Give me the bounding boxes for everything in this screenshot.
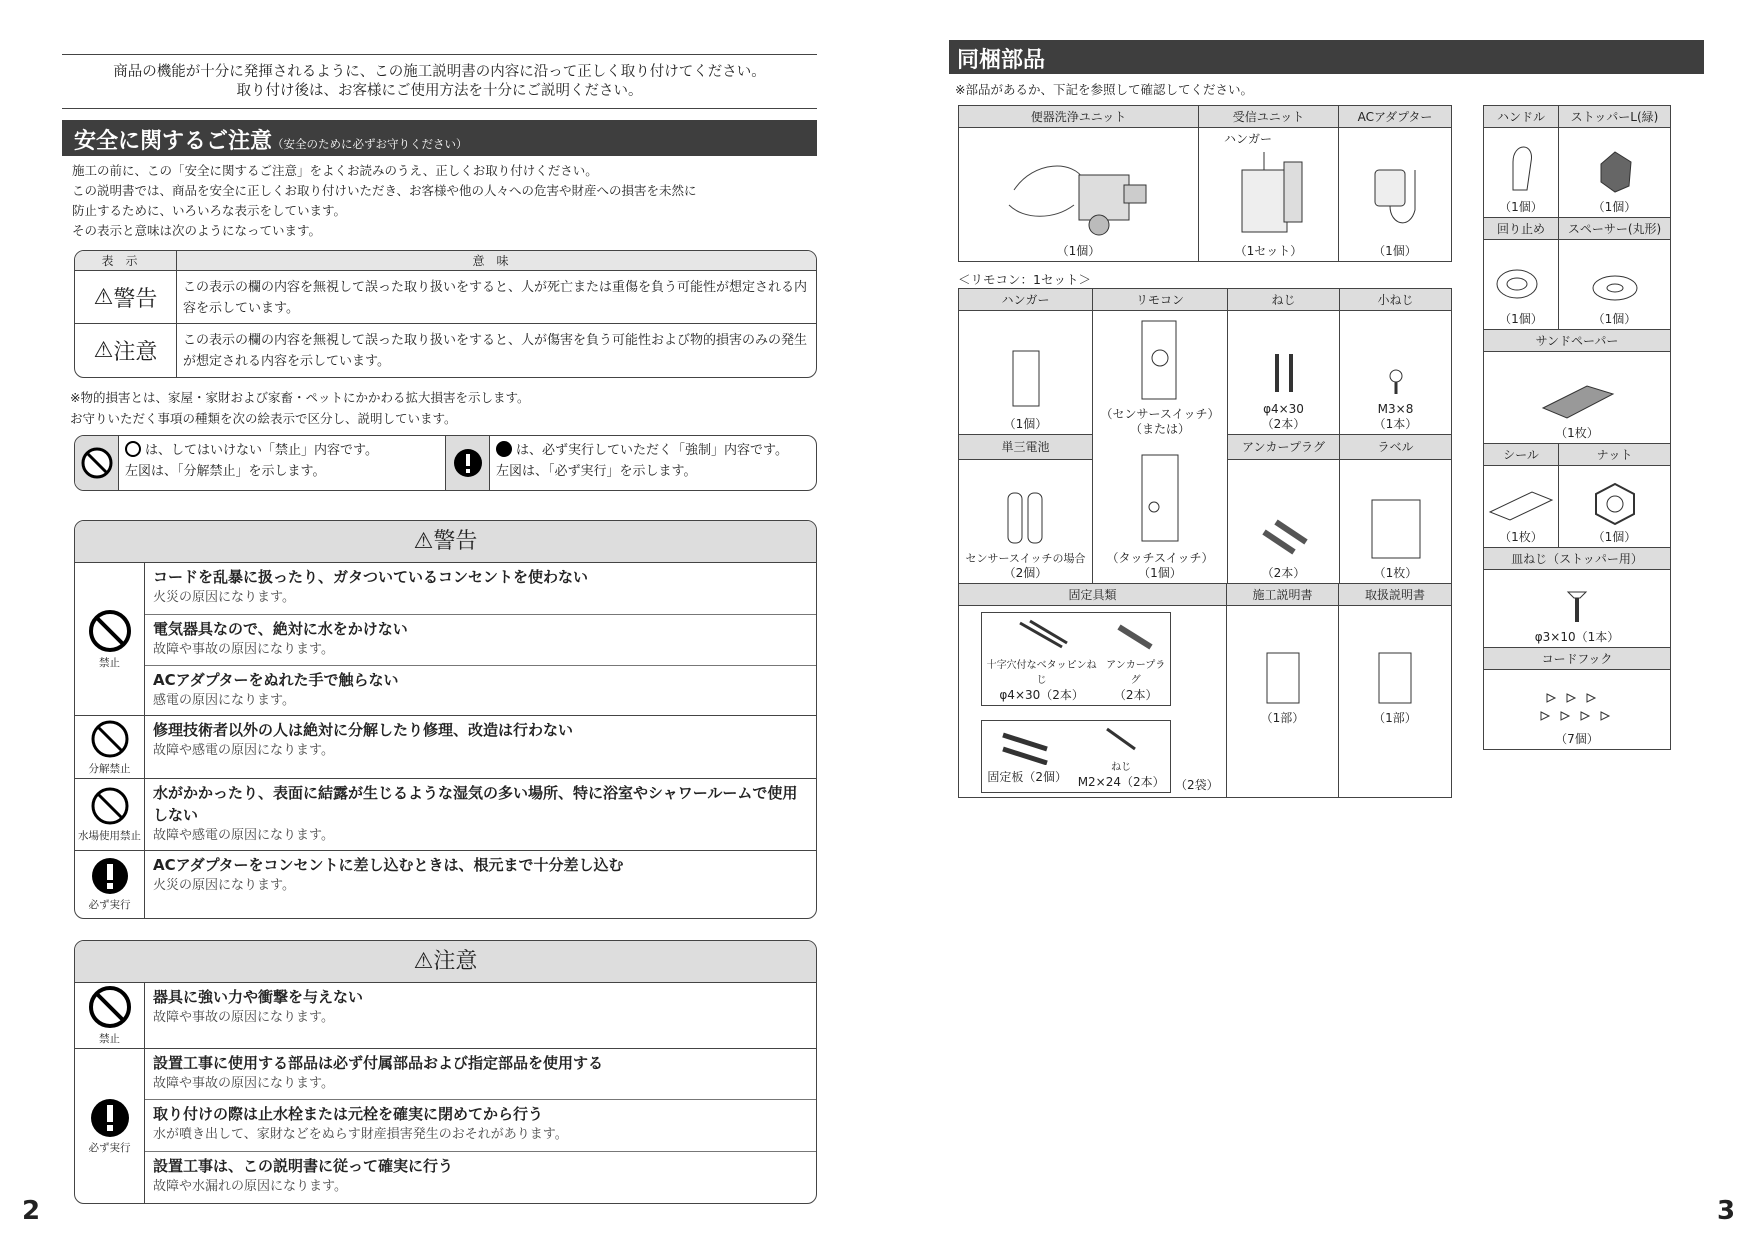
page-number-right: 3 <box>1717 1196 1736 1226</box>
prohibit-icon <box>125 441 141 457</box>
m2-screw-illustration <box>1101 725 1141 755</box>
rotation-stopper-illustration <box>1493 262 1549 308</box>
fixtures-table: 固定具類 施工説明書 取扱説明書 十字穴付なべタッピンねじ φ4×30（2本） アンカープラグ （2本） 固定板（2個） ねじ M2×24（2本） （2袋） （1部） （1部） <box>958 583 1452 798</box>
page-number-left: 2 <box>22 1196 41 1226</box>
disassembly-prohibited-icon <box>75 436 119 490</box>
caution-box: ⚠注意 禁止 器具に強い力や衝撃を与えない 故障や事故の原因になります。 必ず実行 設置工事に使用する部品は必ず付属部品および指定部品を使用する 故障や事故の原因になります。 取り付けの際は止水栓または元栓を確実に閉めてから行う 水が噴き出して、家財などをぬらす財産損害発生のおそれがあります。 設置工事は、この説明書に従って確実に行う 故障や水漏れの原因になります。 <box>74 940 817 1204</box>
small-screw-illustration <box>1381 368 1411 398</box>
parts-heading: 同梱部品 <box>949 40 1704 74</box>
install-manual-illustration <box>1263 651 1303 707</box>
tapping-screw-illustration <box>1012 617 1072 653</box>
warning-label: ⚠ 警告 <box>75 271 177 323</box>
ac-adapter-illustration <box>1355 150 1435 240</box>
label-meaning-table: 表示 意味 ⚠ 警告 この表示の欄の内容を無視して誤った取り扱いをすると、人が死亡または重傷を負う可能性が想定される内容を示しています。 ⚠ 注意 この表示の欄の内容を無視して誤った取り扱いをすると、人が傷害を負う可能性および物的損害のみの発生が想定される内容を示しています。 <box>74 250 817 378</box>
caution-label: ⚠ 注意 <box>75 324 177 377</box>
seal-illustration <box>1486 486 1556 526</box>
fixing-plate-illustration <box>997 725 1057 765</box>
caution-triangle-icon: ⚠ <box>93 338 114 363</box>
disassembly-prohibited-icon <box>90 719 130 759</box>
hanger-illustration <box>1001 343 1051 413</box>
safety-heading: 安全に関するご注意（安全のために必ずお守りください） <box>62 120 817 156</box>
label-illustration <box>1366 498 1426 562</box>
stopper-illustration <box>1593 146 1637 196</box>
sandpaper-illustration <box>1537 378 1617 422</box>
safety-intro: 施工の前に、この「安全に関するご注意」をよくお読みのうえ、正しくお取り付けください。 この説明書では、商品を安全に正しくお取り付けいただき、お客様や他の人々への危害や財産への損害を未然に 防止するために、いろいろな表示をしています。 その表示と意味は次のようになっています。 <box>72 163 697 238</box>
water-use-prohibited-icon <box>90 786 130 826</box>
screw-illustration <box>1259 348 1309 398</box>
cord-hook-illustration <box>1527 688 1627 728</box>
remote-label: ＜リモコン：1セット＞ <box>958 272 1091 287</box>
caution-triangle-icon: ⚠ <box>413 949 434 974</box>
remote-table: ハンガー リモコン ねじ 小ねじ （1個） （センサースイッチ） （または） （タッチスイッチ） （1個） φ4×30 （2本） M3×8 （1本） 単三電池 アンカープラグ ラベル センサースイッチの場合 （2個） （2本） （1枚） <box>958 288 1452 584</box>
mandatory-icon <box>496 441 512 457</box>
user-manual-illustration <box>1375 651 1415 707</box>
sensor-switch-illustration <box>1130 313 1190 403</box>
must-do-icon <box>90 1098 130 1138</box>
must-do-icon <box>446 436 490 490</box>
spacer-illustration <box>1588 268 1642 308</box>
battery-illustration <box>996 487 1056 547</box>
intro-notice: 商品の機能が十分に発揮されるように、この施工説明書の内容に沿って正しく取り付けてください。 取り付け後は、お客様にご使用方法を十分にご説明ください。 <box>62 54 817 109</box>
must-do-icon <box>91 857 129 895</box>
symbol-legend: は、してはいけない「禁止」内容です。 左図は、「分解禁止」を示します。 は、必ず実行していただく「強制」内容です。 左図は、「必ず実行」を示します。 <box>74 435 817 491</box>
anchor-plug-pair-illustration <box>1111 617 1161 653</box>
parts-note: ※部品があるか、下記を参照して確認してください。 <box>955 82 1253 97</box>
warning-triangle-icon: ⚠ <box>93 284 114 310</box>
prohibit-icon <box>88 985 132 1029</box>
fixture-bag-2: 固定板（2個） ねじ M2×24（2本） <box>981 720 1171 793</box>
anchor-plug-illustration <box>1254 512 1314 562</box>
warning-triangle-icon: ⚠ <box>413 529 434 554</box>
nut-illustration <box>1590 480 1640 526</box>
receiver-unit-illustration <box>1224 150 1314 240</box>
symbol-notes: ※物的損害とは、家屋・家財および家畜・ペットにかかわる拡大損害を示します。 お守りいただく事項の種類を次の絵表示で区分し、説明しています。 <box>70 390 530 426</box>
handle-illustration <box>1501 142 1541 196</box>
accessories-table: ハンドル ストッパーL(緑) （1個） （1個） 回り止め スペーサー(丸形) （1個） （1個） サンドペーパー （1枚） シール ナット （1枚） （1個） 皿ねじ（ストッパー用） φ3×10（1本） コードフック （7個） <box>1483 105 1671 750</box>
warning-box: ⚠警告 禁止 コードを乱暴に扱ったり、ガタついているコンセントを使わない 火災の原因になります。 電気器具なので、絶対に水をかけない 故障や事故の原因になります。 ACアダプターをぬれた手で触らない 感電の原因になります。 分解禁止 修理技術者以外の人は絶対に分解したり修理、改造は行わない 故障や感電の原因になります。 水場使用禁止 水がかかったり、表面に結露が生じるような湿気の多い場所、特に浴室やシャワールームで使用しない 故障や感電の原因になります。 必ず実行 ACアダプターをコンセントに差し込むときは、根元まで十分差し込む 火災の原因になります。 <box>74 520 817 919</box>
flush-unit-illustration <box>1004 150 1154 240</box>
prohibit-icon <box>88 609 132 653</box>
fixture-bag-1: 十字穴付なべタッピンねじ φ4×30（2本） アンカープラグ （2本） <box>981 612 1171 706</box>
main-units-table: 便器洗浄ユニット 受信ユニット ACアダプター （1個） ハンガー （1セット） （1個） <box>958 105 1452 262</box>
touch-switch-illustration <box>1130 447 1190 547</box>
countersunk-screw-illustration <box>1562 586 1592 626</box>
